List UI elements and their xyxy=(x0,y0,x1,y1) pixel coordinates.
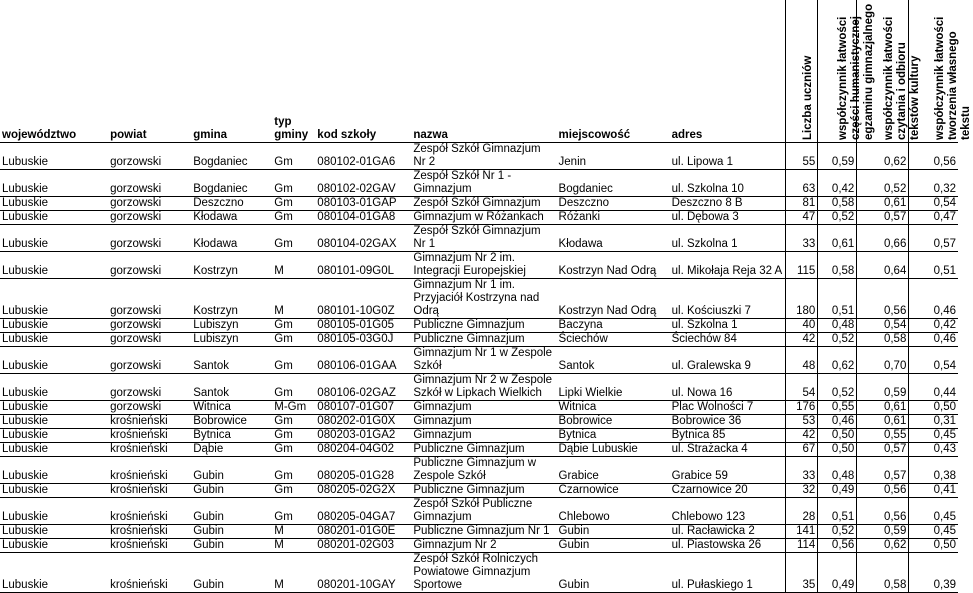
cell-kod-szkoly[interactable]: 080204-04G02 xyxy=(315,443,411,457)
cell-kod-szkoly[interactable]: 080205-01G28 xyxy=(315,457,411,484)
cell-wsp-tworzenia[interactable]: 0,45 xyxy=(909,429,958,443)
cell-gmina[interactable]: Bogdaniec xyxy=(191,170,272,197)
cell-miejscowosc[interactable]: Chlebowo xyxy=(557,498,670,525)
cell-wsp-czytania[interactable]: 0,61 xyxy=(857,415,909,429)
cell-kod-szkoly[interactable]: 080107-01G07 xyxy=(315,401,411,415)
cell-liczba-uczniow[interactable]: 180 xyxy=(786,279,818,319)
cell-powiat[interactable]: krośnieński xyxy=(108,498,191,525)
cell-adres[interactable]: Deszczno 8 B xyxy=(670,197,786,211)
cell-adres[interactable]: ul. Kościuszki 7 xyxy=(670,279,786,319)
cell-wsp-tworzenia[interactable]: 0,51 xyxy=(909,252,958,279)
cell-powiat[interactable]: gorzowski xyxy=(108,374,191,401)
cell-nazwa[interactable]: Zespół Szkół Nr 1 - Gimnazjum xyxy=(411,170,556,197)
cell-liczba-uczniow[interactable]: 47 xyxy=(786,211,818,225)
table-body xyxy=(0,143,958,593)
cell-wsp-humanistyczny[interactable]: 0,51 xyxy=(818,498,857,525)
cell-powiat[interactable]: krośnieński xyxy=(108,484,191,498)
cell-wsp-czytania[interactable]: 0,61 xyxy=(857,401,909,415)
cell-nazwa[interactable]: Gimnazjum Nr 2 xyxy=(411,539,556,553)
cell-wsp-humanistyczny[interactable]: 0,48 xyxy=(818,319,857,333)
cell-liczba-uczniow[interactable]: 42 xyxy=(786,429,818,443)
cell-liczba-uczniow[interactable]: 42 xyxy=(786,333,818,347)
header-adres[interactable]: adres xyxy=(670,0,786,143)
cell-typ-gminy[interactable]: Gm xyxy=(272,415,315,429)
table-row[interactable] xyxy=(0,498,958,525)
cell-miejscowosc[interactable]: Kostrzyn Nad Odrą xyxy=(557,252,670,279)
cell-kod-szkoly[interactable]: 080102-01GA6 xyxy=(315,143,411,170)
cell-wsp-czytania[interactable]: 0,70 xyxy=(857,347,909,374)
table-row[interactable] xyxy=(0,143,958,170)
cell-typ-gminy[interactable]: Gm xyxy=(272,225,315,252)
cell-nazwa[interactable]: Zespół Szkół Publiczne Gimnazjum xyxy=(411,498,556,525)
cell-wojewodztwo[interactable]: Lubuskie xyxy=(0,279,108,319)
header-miejscowosc[interactable]: miejscowość xyxy=(557,0,670,143)
cell-liczba-uczniow[interactable]: 141 xyxy=(786,525,818,539)
table-row[interactable] xyxy=(0,197,958,211)
cell-wojewodztwo[interactable]: Lubuskie xyxy=(0,347,108,374)
cell-kod-szkoly[interactable]: 080104-02GAX xyxy=(315,225,411,252)
cell-miejscowosc[interactable]: Kłodawa xyxy=(557,225,670,252)
cell-liczba-uczniow[interactable]: 48 xyxy=(786,347,818,374)
cell-kod-szkoly[interactable]: 080203-01GA2 xyxy=(315,429,411,443)
cell-liczba-uczniow[interactable]: 53 xyxy=(786,415,818,429)
header-wsp-humanistyczny-label: współczynnik łatwości części humanistycznej egzaminu gimnazjalnego xyxy=(837,3,876,140)
cell-wsp-czytania[interactable]: 0,55 xyxy=(857,429,909,443)
cell-wsp-humanistyczny[interactable]: 0,56 xyxy=(818,539,857,553)
cell-wsp-czytania[interactable]: 0,59 xyxy=(857,525,909,539)
table-row[interactable] xyxy=(0,415,958,429)
cell-powiat[interactable]: krośnieński xyxy=(108,553,191,593)
cell-kod-szkoly[interactable]: 080101-09G0L xyxy=(315,252,411,279)
cell-typ-gminy[interactable]: M xyxy=(272,539,315,553)
cell-adres[interactable]: ul. Pułaskiego 1 xyxy=(670,553,786,593)
cell-wsp-humanistyczny[interactable]: 0,42 xyxy=(818,170,857,197)
cell-wojewodztwo[interactable]: Lubuskie xyxy=(0,170,108,197)
cell-kod-szkoly[interactable]: 080102-02GAV xyxy=(315,170,411,197)
cell-wojewodztwo[interactable]: Lubuskie xyxy=(0,143,108,170)
cell-nazwa[interactable]: Publiczne Gimnazjum xyxy=(411,443,556,457)
cell-miejscowosc[interactable]: Bogdaniec xyxy=(557,170,670,197)
header-powiat[interactable]: powiat xyxy=(108,0,191,143)
cell-miejscowosc[interactable]: Gubin xyxy=(557,525,670,539)
cell-liczba-uczniow[interactable]: 54 xyxy=(786,374,818,401)
table-row[interactable] xyxy=(0,539,958,553)
cell-gmina[interactable]: Deszczno xyxy=(191,197,272,211)
cell-miejscowosc[interactable]: Ściechów xyxy=(557,333,670,347)
cell-powiat[interactable]: gorzowski xyxy=(108,333,191,347)
cell-gmina[interactable]: Bytnica xyxy=(191,429,272,443)
cell-wsp-czytania[interactable]: 0,66 xyxy=(857,225,909,252)
cell-typ-gminy[interactable]: Gm xyxy=(272,498,315,525)
cell-wojewodztwo[interactable]: Lubuskie xyxy=(0,333,108,347)
cell-typ-gminy[interactable]: Gm xyxy=(272,170,315,197)
cell-nazwa[interactable]: Gimnazjum Nr 2 im. Integracji Europejskiej xyxy=(411,252,556,279)
cell-nazwa[interactable]: Zespół Szkół Gimnazjum Nr 1 xyxy=(411,225,556,252)
cell-wojewodztwo[interactable]: Lubuskie xyxy=(0,457,108,484)
cell-powiat[interactable]: krośnieński xyxy=(108,443,191,457)
cell-wsp-tworzenia[interactable]: 0,45 xyxy=(909,498,958,525)
cell-wsp-humanistyczny[interactable]: 0,50 xyxy=(818,429,857,443)
cell-nazwa[interactable]: Gimnazjum xyxy=(411,429,556,443)
cell-wsp-czytania[interactable]: 0,58 xyxy=(857,553,909,593)
cell-nazwa[interactable]: Publiczne Gimnazjum Nr 1 xyxy=(411,525,556,539)
cell-powiat[interactable]: gorzowski xyxy=(108,170,191,197)
cell-liczba-uczniow[interactable]: 55 xyxy=(786,143,818,170)
cell-wsp-czytania[interactable]: 0,61 xyxy=(857,197,909,211)
cell-wsp-tworzenia[interactable]: 0,46 xyxy=(909,333,958,347)
cell-kod-szkoly[interactable]: 080106-01GAA xyxy=(315,347,411,374)
cell-miejscowosc[interactable]: Baczyna xyxy=(557,319,670,333)
table-row[interactable] xyxy=(0,211,958,225)
cell-adres[interactable]: ul. Nowa 16 xyxy=(670,374,786,401)
cell-miejscowosc[interactable]: Grabice xyxy=(557,457,670,484)
cell-powiat[interactable]: krośnieński xyxy=(108,539,191,553)
cell-gmina[interactable]: Kostrzyn xyxy=(191,279,272,319)
cell-nazwa[interactable]: Publiczne Gimnazjum w Zespole Szkół xyxy=(411,457,556,484)
cell-wojewodztwo[interactable]: Lubuskie xyxy=(0,525,108,539)
cell-kod-szkoly[interactable]: 080205-02G2X xyxy=(315,484,411,498)
table-row[interactable] xyxy=(0,484,958,498)
cell-nazwa[interactable]: Publiczne Gimnazjum xyxy=(411,484,556,498)
cell-wsp-czytania[interactable]: 0,54 xyxy=(857,319,909,333)
cell-miejscowosc[interactable]: Santok xyxy=(557,347,670,374)
cell-adres[interactable]: Grabice 59 xyxy=(670,457,786,484)
cell-typ-gminy[interactable]: Gm xyxy=(272,319,315,333)
cell-wsp-tworzenia[interactable]: 0,44 xyxy=(909,374,958,401)
cell-kod-szkoly[interactable]: 080201-02G03 xyxy=(315,539,411,553)
table-row[interactable] xyxy=(0,443,958,457)
cell-wsp-tworzenia[interactable]: 0,39 xyxy=(909,553,958,593)
cell-wsp-tworzenia[interactable]: 0,57 xyxy=(909,225,958,252)
cell-typ-gminy[interactable]: M xyxy=(272,525,315,539)
cell-powiat[interactable]: krośnieński xyxy=(108,525,191,539)
cell-wsp-humanistyczny[interactable]: 0,52 xyxy=(818,333,857,347)
cell-wsp-tworzenia[interactable]: 0,50 xyxy=(909,401,958,415)
cell-typ-gminy[interactable]: M xyxy=(272,279,315,319)
table-row[interactable] xyxy=(0,347,958,374)
cell-miejscowosc[interactable]: Bytnica xyxy=(557,429,670,443)
table-row[interactable] xyxy=(0,374,958,401)
cell-nazwa[interactable]: Zespół Szkół Rolniczych Powiatowe Gimnazjum Sportowe xyxy=(411,553,556,593)
cell-gmina[interactable]: Gubin xyxy=(191,498,272,525)
cell-wojewodztwo[interactable]: Lubuskie xyxy=(0,401,108,415)
cell-adres[interactable]: Ściechów 84 xyxy=(670,333,786,347)
cell-adres[interactable]: ul. Szkolna 1 xyxy=(670,225,786,252)
cell-wsp-tworzenia[interactable]: 0,31 xyxy=(909,415,958,429)
cell-miejscowosc[interactable]: Deszczno xyxy=(557,197,670,211)
cell-gmina[interactable]: Gubin xyxy=(191,484,272,498)
cell-nazwa[interactable]: Gimnazjum w Różankach xyxy=(411,211,556,225)
cell-wsp-tworzenia[interactable]: 0,46 xyxy=(909,279,958,319)
cell-wsp-humanistyczny[interactable]: 0,52 xyxy=(818,211,857,225)
cell-typ-gminy[interactable]: Gm xyxy=(272,443,315,457)
cell-kod-szkoly[interactable]: 080101-10G0Z xyxy=(315,279,411,319)
cell-typ-gminy[interactable]: Gm xyxy=(272,211,315,225)
cell-liczba-uczniow[interactable]: 28 xyxy=(786,498,818,525)
cell-nazwa[interactable]: Gimnazjum Nr 1 w Zespole Szkół xyxy=(411,347,556,374)
cell-wojewodztwo[interactable]: Lubuskie xyxy=(0,211,108,225)
cell-wsp-humanistyczny[interactable]: 0,52 xyxy=(818,525,857,539)
table-row[interactable] xyxy=(0,401,958,415)
cell-wsp-czytania[interactable]: 0,57 xyxy=(857,443,909,457)
header-wsp-tworzenia[interactable] xyxy=(909,0,972,143)
cell-kod-szkoly[interactable]: 080202-01G0X xyxy=(315,415,411,429)
cell-powiat[interactable]: gorzowski xyxy=(108,225,191,252)
header-nazwa[interactable]: nazwa xyxy=(411,0,556,143)
cell-wsp-humanistyczny[interactable]: 0,62 xyxy=(818,347,857,374)
cell-liczba-uczniow[interactable]: 114 xyxy=(786,539,818,553)
cell-nazwa[interactable]: Zespół Szkół Gimnazjum Nr 2 xyxy=(411,143,556,170)
cell-miejscowosc[interactable]: Lipki Wielkie xyxy=(557,374,670,401)
table-row[interactable] xyxy=(0,525,958,539)
cell-nazwa[interactable]: Gimnazjum xyxy=(411,415,556,429)
header-gmina[interactable]: gmina xyxy=(191,0,272,143)
cell-wojewodztwo[interactable]: Lubuskie xyxy=(0,539,108,553)
cell-powiat[interactable]: krośnieński xyxy=(108,415,191,429)
header-wsp-tworzenia-label: współczynnik łatwości tworzenia własnego tekstu xyxy=(933,16,972,140)
cell-wsp-humanistyczny[interactable]: 0,51 xyxy=(818,279,857,319)
cell-kod-szkoly[interactable]: 080105-01G05 xyxy=(315,319,411,333)
cell-wsp-humanistyczny[interactable]: 0,49 xyxy=(818,553,857,593)
table-row[interactable] xyxy=(0,319,958,333)
cell-typ-gminy[interactable]: Gm xyxy=(272,457,315,484)
table-row[interactable] xyxy=(0,457,958,484)
cell-wsp-humanistyczny[interactable]: 0,49 xyxy=(818,484,857,498)
cell-wsp-czytania[interactable]: 0,56 xyxy=(857,498,909,525)
header-typ-gminy[interactable]: typ gminy xyxy=(272,0,315,143)
cell-wsp-tworzenia[interactable]: 0,45 xyxy=(909,525,958,539)
cell-wsp-tworzenia[interactable]: 0,41 xyxy=(909,484,958,498)
cell-liczba-uczniow[interactable]: 33 xyxy=(786,225,818,252)
cell-miejscowosc[interactable]: Jenin xyxy=(557,143,670,170)
cell-nazwa[interactable]: Zespół Szkół Gimnazjum xyxy=(411,197,556,211)
cell-wsp-czytania[interactable]: 0,58 xyxy=(857,333,909,347)
cell-gmina[interactable]: Dąbie xyxy=(191,443,272,457)
cell-typ-gminy[interactable]: Gm xyxy=(272,197,315,211)
cell-wojewodztwo[interactable]: Lubuskie xyxy=(0,429,108,443)
cell-gmina[interactable]: Kłodawa xyxy=(191,225,272,252)
cell-liczba-uczniow[interactable]: 63 xyxy=(786,170,818,197)
table-row[interactable] xyxy=(0,553,958,593)
cell-liczba-uczniow[interactable]: 40 xyxy=(786,319,818,333)
cell-powiat[interactable]: gorzowski xyxy=(108,197,191,211)
cell-kod-szkoly[interactable]: 080105-03G0J xyxy=(315,333,411,347)
cell-typ-gminy[interactable]: Gm xyxy=(272,333,315,347)
cell-wojewodztwo[interactable]: Lubuskie xyxy=(0,225,108,252)
cell-wsp-tworzenia[interactable]: 0,54 xyxy=(909,197,958,211)
cell-miejscowosc[interactable]: Gubin xyxy=(557,553,670,593)
cell-miejscowosc[interactable]: Bobrowice xyxy=(557,415,670,429)
cell-powiat[interactable]: gorzowski xyxy=(108,279,191,319)
cell-nazwa[interactable]: Gimnazjum Nr 2 w Zespole Szkół w Lipkach Wielkich xyxy=(411,374,556,401)
cell-adres[interactable]: ul. Dębowa 3 xyxy=(670,211,786,225)
cell-gmina[interactable]: Gubin xyxy=(191,539,272,553)
cell-wojewodztwo[interactable]: Lubuskie xyxy=(0,484,108,498)
cell-wsp-tworzenia[interactable]: 0,47 xyxy=(909,211,958,225)
cell-wsp-tworzenia[interactable]: 0,42 xyxy=(909,319,958,333)
cell-typ-gminy[interactable]: Gm xyxy=(272,484,315,498)
cell-liczba-uczniow[interactable]: 67 xyxy=(786,443,818,457)
cell-typ-gminy[interactable]: M-Gm xyxy=(272,401,315,415)
cell-wsp-humanistyczny[interactable]: 0,61 xyxy=(818,225,857,252)
cell-wsp-czytania[interactable]: 0,52 xyxy=(857,170,909,197)
cell-kod-szkoly[interactable]: 080103-01GAP xyxy=(315,197,411,211)
cell-typ-gminy[interactable]: Gm xyxy=(272,429,315,443)
cell-powiat[interactable]: gorzowski xyxy=(108,143,191,170)
cell-typ-gminy[interactable]: Gm xyxy=(272,374,315,401)
cell-wojewodztwo[interactable]: Lubuskie xyxy=(0,197,108,211)
cell-nazwa[interactable]: Publiczne Gimnazjum xyxy=(411,319,556,333)
cell-liczba-uczniow[interactable]: 33 xyxy=(786,457,818,484)
cell-adres[interactable]: ul. Mikołaja Reja 32 A xyxy=(670,252,786,279)
cell-adres[interactable]: ul. Piastowska 26 xyxy=(670,539,786,553)
cell-miejscowosc[interactable]: Różanki xyxy=(557,211,670,225)
cell-kod-szkoly[interactable]: 080201-10GAY xyxy=(315,553,411,593)
cell-wojewodztwo[interactable]: Lubuskie xyxy=(0,415,108,429)
cell-gmina[interactable]: Bogdaniec xyxy=(191,143,272,170)
cell-powiat[interactable]: krośnieński xyxy=(108,429,191,443)
cell-gmina[interactable]: Kłodawa xyxy=(191,211,272,225)
cell-wsp-czytania[interactable]: 0,62 xyxy=(857,143,909,170)
table-row[interactable] xyxy=(0,333,958,347)
cell-liczba-uczniow[interactable]: 35 xyxy=(786,553,818,593)
cell-wsp-tworzenia[interactable]: 0,50 xyxy=(909,539,958,553)
cell-kod-szkoly[interactable]: 080106-02GAZ xyxy=(315,374,411,401)
cell-wsp-humanistyczny[interactable]: 0,46 xyxy=(818,415,857,429)
cell-adres[interactable]: Plac Wolności 7 xyxy=(670,401,786,415)
cell-miejscowosc[interactable]: Witnica xyxy=(557,401,670,415)
cell-wsp-humanistyczny[interactable]: 0,52 xyxy=(818,374,857,401)
cell-gmina[interactable]: Gubin xyxy=(191,457,272,484)
cell-gmina[interactable]: Santok xyxy=(191,374,272,401)
cell-wsp-tworzenia[interactable]: 0,54 xyxy=(909,347,958,374)
cell-adres[interactable]: Bytnica 85 xyxy=(670,429,786,443)
cell-powiat[interactable]: gorzowski xyxy=(108,211,191,225)
cell-wojewodztwo[interactable]: Lubuskie xyxy=(0,443,108,457)
cell-miejscowosc[interactable]: Gubin xyxy=(557,539,670,553)
cell-kod-szkoly[interactable]: 080201-01G0E xyxy=(315,525,411,539)
cell-wojewodztwo[interactable]: Lubuskie xyxy=(0,553,108,593)
cell-adres[interactable]: Bobrowice 36 xyxy=(670,415,786,429)
cell-wsp-czytania[interactable]: 0,64 xyxy=(857,252,909,279)
cell-typ-gminy[interactable]: Gm xyxy=(272,143,315,170)
table-row[interactable] xyxy=(0,252,958,279)
cell-powiat[interactable]: krośnieński xyxy=(108,457,191,484)
cell-adres[interactable]: ul. Strażacka 4 xyxy=(670,443,786,457)
cell-wsp-czytania[interactable]: 0,59 xyxy=(857,374,909,401)
cell-typ-gminy[interactable]: M xyxy=(272,553,315,593)
cell-wsp-tworzenia[interactable]: 0,32 xyxy=(909,170,958,197)
cell-nazwa[interactable]: Gimnazjum xyxy=(411,401,556,415)
cell-liczba-uczniow[interactable]: 115 xyxy=(786,252,818,279)
cell-liczba-uczniow[interactable]: 81 xyxy=(786,197,818,211)
header-kod-szkoly[interactable]: kod szkoły xyxy=(315,0,411,143)
cell-wsp-humanistyczny[interactable]: 0,55 xyxy=(818,401,857,415)
cell-gmina[interactable]: Gubin xyxy=(191,525,272,539)
cell-wsp-humanistyczny[interactable]: 0,59 xyxy=(818,143,857,170)
cell-powiat[interactable]: gorzowski xyxy=(108,252,191,279)
cell-adres[interactable]: Chlebowo 123 xyxy=(670,498,786,525)
cell-wsp-tworzenia[interactable]: 0,38 xyxy=(909,457,958,484)
cell-adres[interactable]: ul. Szkolna 10 xyxy=(670,170,786,197)
cell-miejscowosc[interactable]: Czarnowice xyxy=(557,484,670,498)
cell-wojewodztwo[interactable]: Lubuskie xyxy=(0,498,108,525)
cell-miejscowosc[interactable]: Dąbie Lubuskie xyxy=(557,443,670,457)
cell-kod-szkoly[interactable]: 080205-04GA7 xyxy=(315,498,411,525)
cell-powiat[interactable]: gorzowski xyxy=(108,401,191,415)
cell-wsp-humanistyczny[interactable]: 0,58 xyxy=(818,252,857,279)
table-row[interactable] xyxy=(0,279,958,319)
cell-adres[interactable]: ul. Szkolna 1 xyxy=(670,319,786,333)
header-wsp-humanistyczny[interactable] xyxy=(818,0,876,143)
cell-miejscowosc[interactable]: Kostrzyn Nad Odrą xyxy=(557,279,670,319)
cell-kod-szkoly[interactable]: 080104-01GA8 xyxy=(315,211,411,225)
cell-powiat[interactable]: gorzowski xyxy=(108,347,191,374)
table-row[interactable] xyxy=(0,429,958,443)
cell-adres[interactable]: ul. Gralewska 9 xyxy=(670,347,786,374)
cell-gmina[interactable]: Witnica xyxy=(191,401,272,415)
table-row[interactable] xyxy=(0,225,958,252)
cell-wsp-czytania[interactable]: 0,57 xyxy=(857,211,909,225)
header-row xyxy=(0,0,958,143)
cell-nazwa[interactable]: Publiczne Gimnazjum xyxy=(411,333,556,347)
cell-wsp-tworzenia[interactable]: 0,43 xyxy=(909,443,958,457)
cell-wsp-humanistyczny[interactable]: 0,48 xyxy=(818,457,857,484)
cell-wojewodztwo[interactable]: Lubuskie xyxy=(0,319,108,333)
cell-wsp-humanistyczny[interactable]: 0,50 xyxy=(818,443,857,457)
cell-gmina[interactable]: Lubiszyn xyxy=(191,333,272,347)
cell-wsp-czytania[interactable]: 0,56 xyxy=(857,484,909,498)
cell-liczba-uczniow[interactable]: 176 xyxy=(786,401,818,415)
cell-wojewodztwo[interactable]: Lubuskie xyxy=(0,252,108,279)
header-liczba-uczniow[interactable] xyxy=(786,0,818,143)
cell-adres[interactable]: Czarnowice 20 xyxy=(670,484,786,498)
cell-gmina[interactable]: Kostrzyn xyxy=(191,252,272,279)
cell-gmina[interactable]: Gubin xyxy=(191,553,272,593)
cell-adres[interactable]: ul. Racławicka 2 xyxy=(670,525,786,539)
cell-adres[interactable]: ul. Lipowa 1 xyxy=(670,143,786,170)
cell-wsp-czytania[interactable]: 0,56 xyxy=(857,279,909,319)
cell-typ-gminy[interactable]: M xyxy=(272,252,315,279)
cell-wsp-czytania[interactable]: 0,57 xyxy=(857,457,909,484)
cell-typ-gminy[interactable]: Gm xyxy=(272,347,315,374)
cell-wsp-humanistyczny[interactable]: 0,58 xyxy=(818,197,857,211)
cell-wsp-tworzenia[interactable]: 0,56 xyxy=(909,143,958,170)
cell-powiat[interactable]: gorzowski xyxy=(108,319,191,333)
table-row[interactable] xyxy=(0,170,958,197)
header-wsp-czytania[interactable] xyxy=(857,0,921,143)
header-liczba-uczniow-label: Liczba uczniów xyxy=(801,55,814,140)
cell-wojewodztwo[interactable]: Lubuskie xyxy=(0,374,108,401)
cell-gmina[interactable]: Lubiszyn xyxy=(191,319,272,333)
cell-nazwa[interactable]: Gimnazjum Nr 1 im. Przyjaciół Kostrzyna nad Odrą xyxy=(411,279,556,319)
cell-wsp-czytania[interactable]: 0,62 xyxy=(857,539,909,553)
header-wojewodztwo[interactable]: województwo xyxy=(0,0,108,143)
header-wsp-czytania-label: współczynnik łatwości czytania i odbioru tekstów kultury xyxy=(882,16,921,140)
cell-gmina[interactable]: Bobrowice xyxy=(191,415,272,429)
cell-gmina[interactable]: Santok xyxy=(191,347,272,374)
cell-liczba-uczniow[interactable]: 32 xyxy=(786,484,818,498)
